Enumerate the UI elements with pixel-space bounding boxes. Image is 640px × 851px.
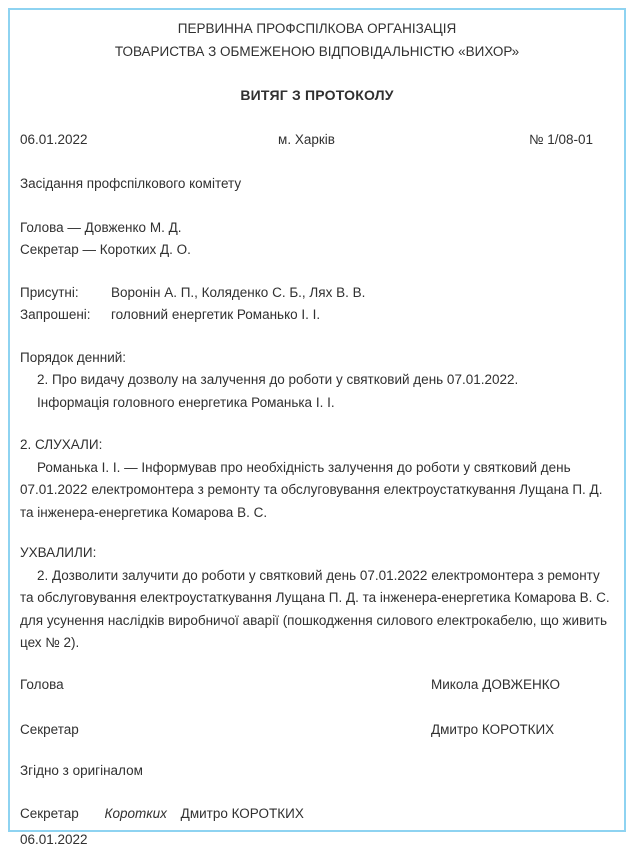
cert-secretary-name: Дмитро КОРОТКИХ xyxy=(181,806,304,821)
document-city: м. Харків xyxy=(211,129,402,152)
cert-handwritten-signature: Коротких xyxy=(105,806,167,821)
secretary-line: Секретар — Коротких Д. О. xyxy=(20,239,614,262)
signature-name-chairman: Микола ДОВЖЕНКО xyxy=(431,674,560,697)
certification-signature-row xyxy=(20,803,614,826)
cert-date: 06.01.2022 xyxy=(20,829,614,851)
cert-secretary-label: Секретар xyxy=(20,806,79,821)
signature-row-secretary xyxy=(20,719,614,742)
invited-row xyxy=(20,304,614,327)
document-meta-row xyxy=(20,129,614,152)
officials-block xyxy=(20,217,614,262)
signature-name-secretary: Дмитро КОРОТКИХ xyxy=(431,719,554,742)
org-name-line2: ТОВАРИСТВА З ОБМЕЖЕНОЮ ВІДПОВІДАЛЬНІСТЮ «ВИХОР» xyxy=(20,41,614,64)
signature-row-chairman xyxy=(20,674,614,697)
present-row xyxy=(20,282,614,305)
resolved-text: 2. Дозволити залучити до роботи у святковий день 07.01.2022 електромонтера з ремонту та обслуговування електроустаткування Лущана П. Д. та інженера-енергетика Комарова В. С. для усунення наслідків виробничої аварії (пошкодження силового електрокабелю, що живить цех № 2). xyxy=(20,565,614,655)
agenda-info: Інформація головного енергетика Романька І. І. xyxy=(20,392,614,415)
agenda-heading: Порядок денний: xyxy=(20,347,614,370)
protocol-extract-document xyxy=(8,8,626,832)
meeting-type-line: Засідання профспілкового комітету xyxy=(20,173,614,196)
heard-text: Романька І. І. — Інформував про необхідність залучення до роботи у святковий день 07.01.2022 електромонтера з ремонту та обслуговування електроустаткування Лущана П. Д. та інженера-енергетика Комарова В. С. xyxy=(20,457,614,525)
resolved-section xyxy=(20,542,614,655)
org-name-line1: ПЕРВИННА ПРОФСПІЛКОВА ОРГАНІЗАЦІЯ xyxy=(20,18,614,41)
document-date: 06.01.2022 xyxy=(20,129,211,152)
document-title: ВИТЯГ З ПРОТОКОЛУ xyxy=(20,84,614,107)
agenda-block xyxy=(20,347,614,415)
agenda-item: 2. Про видачу дозволу на залучення до роботи у святковий день 07.01.2022. xyxy=(20,369,614,392)
heard-heading: 2. СЛУХАЛИ: xyxy=(20,434,614,457)
resolved-heading: УХВАЛИЛИ: xyxy=(20,542,614,565)
signature-label-chairman: Голова xyxy=(20,677,64,692)
present-names: Воронін А. П., Коляденко С. Б., Лях В. В. xyxy=(111,282,365,305)
invited-label: Запрошені: xyxy=(20,304,111,327)
invited-names: головний енергетик Романько І. І. xyxy=(111,304,320,327)
certification-line: Згідно з оригіналом xyxy=(20,760,614,783)
present-label: Присутні: xyxy=(20,282,111,305)
document-number: № 1/08-01 xyxy=(402,129,614,152)
heard-section xyxy=(20,434,614,524)
chairman-line: Голова — Довженко М. Д. xyxy=(20,217,614,240)
attendance-block xyxy=(20,282,614,327)
signature-label-secretary: Секретар xyxy=(20,722,79,737)
